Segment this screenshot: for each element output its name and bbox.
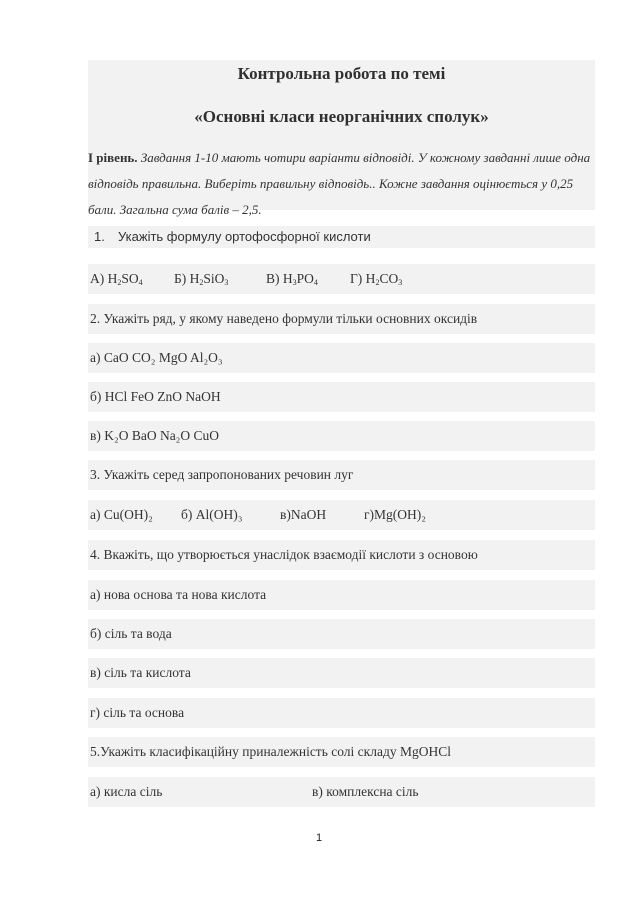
option-c: в) комплексна сіль — [312, 784, 419, 799]
question-4: 4. Вкажіть, що утворюється унаслідок взаємодії кислоти з основою — [88, 540, 595, 570]
title-line-1: Контрольна робота по темі — [237, 64, 446, 83]
option-a: А) $H_2SO_4$ — [90, 271, 143, 287]
question-4-option-b: б) сіль та вода — [88, 619, 595, 649]
instructions-text: Завдання 1-10 мають чотири варіанти відповіді. У кожному завданні лише одна відповідь правильна. Виберіть правильну відповідь.. Кожне завдання оцінюється у 0,25 бали. Загальна сума балів – 2,5. — [88, 150, 591, 217]
option-c: В) $H_3PO_4$ — [266, 271, 318, 287]
question-4-option-a: а) нова основа та нова кислота — [88, 580, 595, 610]
option-b: б) Al(OH)₃ — [181, 507, 243, 522]
option-b: Б) $H_2SiO_3$ — [174, 271, 229, 287]
question-5: 5.Укажіть класифікаційну приналежність солі складу MgOHCl — [88, 737, 595, 767]
question-4-option-c: в) сіль та кислота — [88, 658, 595, 688]
question-4-option-d: г) сіль та основа — [88, 698, 595, 728]
level-label: І рівень. — [88, 150, 138, 165]
option-c: в)NaOH — [280, 507, 327, 522]
question-2: 2. Укажіть ряд, у якому наведено формули тільки основних оксидів — [88, 304, 595, 334]
question-1 — [88, 226, 595, 248]
question-2-option-c: в) K₂O BaO Na₂O CuO — [88, 421, 595, 451]
instructions-paragraph — [88, 145, 595, 223]
question-1-text: Укажіть формулу ортофосфорної кислоти — [118, 229, 371, 244]
option-d: г)Mg(OH)₂ — [364, 507, 426, 522]
question-3: 3. Укажіть серед запропонованих речовин луг — [88, 460, 595, 490]
question-3-options — [88, 500, 595, 530]
option-a: а) Cu(OH)₂ — [90, 507, 153, 522]
question-1-number: 1. — [94, 229, 105, 244]
title-line-2: «Основні класи неорганічних сполук» — [194, 107, 489, 126]
option-a: а) кисла сіль — [90, 784, 163, 799]
page-number: 1 — [315, 832, 323, 844]
question-5-options — [88, 777, 595, 807]
question-2-option-b: б) HCl FeO ZnO NaOH — [88, 382, 595, 412]
question-2-option-a: а) CaO CO₂ MgO Al₂O₃ — [88, 343, 595, 373]
option-d: Г) $H_2CO_3$ — [350, 271, 403, 287]
question-1-options — [88, 264, 595, 294]
